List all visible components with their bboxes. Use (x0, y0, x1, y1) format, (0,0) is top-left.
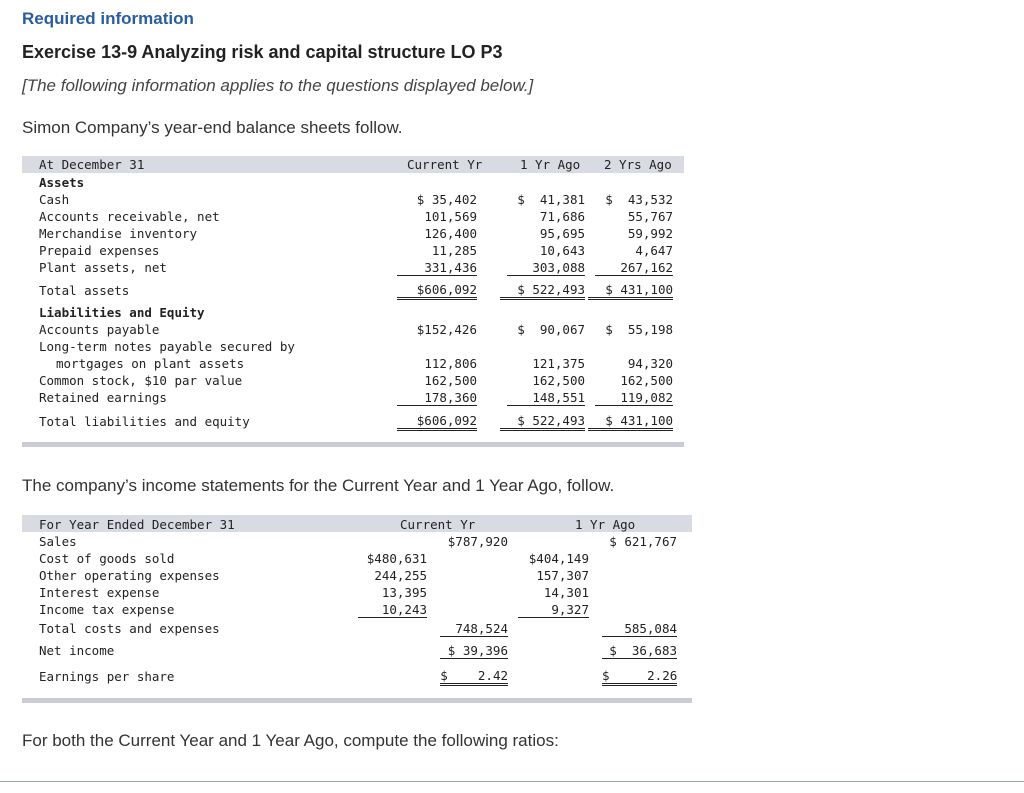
table-row-label: Merchandise inventory (39, 226, 198, 241)
total-costs-cur: 748,524 (440, 622, 508, 637)
balance-col-label: At December 31 (39, 157, 145, 172)
total-le-cur: $606,092 (397, 414, 477, 431)
eps-1yr: $ 2.26 (602, 669, 677, 686)
table-row-1yr: 95,695 (539, 226, 585, 241)
table-row-2yr: 162,500 (620, 373, 673, 388)
total-le-1yr: $ 522,493 (500, 414, 585, 431)
assets-heading: Assets (39, 175, 85, 190)
table-row-cur: 331,436 (397, 261, 477, 276)
ratios-intro: For both the Current Year and 1 Year Ago, compute the following ratios: (22, 731, 559, 750)
income-col-1yr: 1 Yr Ago (575, 517, 636, 532)
table-row-2yr: $ 55,198 (605, 322, 673, 337)
table-row-cur: 10,243 (358, 603, 427, 618)
table-row-2yr: 94,320 (627, 356, 673, 371)
table-row-cur: 244,255 (374, 568, 427, 583)
table-row-1yr: 148,551 (507, 391, 585, 406)
table-row-cur: 126,400 (424, 226, 477, 241)
table-row-2yr: 267,162 (595, 261, 673, 276)
table-row-label: Interest expense (39, 585, 160, 600)
table-row-cur: 162,500 (424, 373, 477, 388)
table-row-label: mortgages on plant assets (56, 356, 245, 371)
table-row-1yr: 10,643 (539, 243, 585, 258)
total-costs-label: Total costs and expenses (39, 621, 220, 636)
table-row-label: Cash (39, 192, 70, 207)
table-row-label: Income tax expense (39, 602, 175, 617)
table-row-label: Plant assets, net (39, 260, 167, 275)
income-statement-intro: The company’s income statements for the Current Year and 1 Year Ago, follow. (22, 476, 615, 495)
table-row-label: Accounts payable (39, 322, 160, 337)
table-row-1yr: 303,088 (507, 261, 585, 276)
table-row-label: Long-term notes payable secured by (39, 339, 295, 354)
income-statement-table (22, 515, 692, 705)
table-row-2yr: 4,647 (635, 243, 673, 258)
page-divider (0, 781, 1024, 782)
table-row-cur: 11,285 (431, 243, 477, 258)
table-row-2yr: $ 43,532 (605, 192, 673, 207)
balance-col-2yr: 2 Yrs Ago (604, 157, 672, 172)
table-row-1yr: 9,327 (518, 603, 589, 618)
total-assets-2yr: $ 431,100 (588, 283, 673, 300)
net-income-label: Net income (39, 643, 115, 658)
table-row-cur: 178,360 (397, 391, 477, 406)
balance-col-current: Current Yr (407, 157, 483, 172)
table-row-cur: 101,569 (424, 209, 477, 224)
sales-label: Sales (39, 534, 77, 549)
total-le-label: Total liabilities and equity (39, 414, 250, 429)
total-le-2yr: $ 431,100 (588, 414, 673, 431)
balance-footer-bar (22, 442, 684, 447)
table-row-cur: $480,631 (366, 551, 427, 566)
table-row-1yr: $ 41,381 (517, 192, 585, 207)
required-information-heading: Required information (22, 9, 194, 28)
table-row-cur: 112,806 (424, 356, 477, 371)
balance-sheet-table (22, 156, 684, 451)
table-row-1yr: $ 90,067 (517, 322, 585, 337)
table-row-label: Cost of goods sold (39, 551, 175, 566)
table-row-2yr: 55,767 (627, 209, 673, 224)
table-row-1yr: 71,686 (539, 209, 585, 224)
table-row-1yr: 121,375 (532, 356, 585, 371)
income-col-current: Current Yr (400, 517, 476, 532)
table-row-cur: $ 35,402 (416, 192, 477, 207)
table-row-label: Common stock, $10 par value (39, 373, 243, 388)
table-row-label: Retained earnings (39, 390, 167, 405)
total-costs-1yr: 585,084 (602, 622, 677, 637)
balance-sheet-intro: Simon Company’s year-end balance sheets follow. (22, 118, 403, 137)
total-assets-label: Total assets (39, 283, 130, 298)
table-row-label: Other operating expenses (39, 568, 220, 583)
table-row-1yr: 14,301 (543, 585, 589, 600)
table-row-2yr: 59,992 (627, 226, 673, 241)
exercise-title: Exercise 13-9 Analyzing risk and capital structure LO P3 (22, 42, 503, 62)
net-income-1yr: $ 36,683 (602, 644, 677, 659)
table-row-label: Prepaid expenses (39, 243, 160, 258)
total-assets-cur: $606,092 (397, 283, 477, 300)
table-row-cur: 13,395 (381, 585, 427, 600)
table-row-1yr: 162,500 (532, 373, 585, 388)
sales-cur: $787,920 (447, 534, 508, 549)
table-row-1yr: $404,149 (528, 551, 589, 566)
balance-col-1yr: 1 Yr Ago (520, 157, 581, 172)
instruction-note: [The following information applies to the questions displayed below.] (22, 76, 534, 95)
table-row-2yr: 119,082 (595, 391, 673, 406)
net-income-cur: $ 39,396 (440, 644, 508, 659)
eps-cur: $ 2.42 (440, 669, 508, 686)
total-assets-1yr: $ 522,493 (500, 283, 585, 300)
liabilities-heading: Liabilities and Equity (39, 305, 205, 320)
income-footer-bar (22, 698, 692, 703)
sales-1yr: $ 621,767 (609, 534, 677, 549)
table-row-label: Accounts receivable, net (39, 209, 220, 224)
eps-label: Earnings per share (39, 669, 175, 684)
income-col-label: For Year Ended December 31 (39, 517, 235, 532)
table-row-1yr: 157,307 (536, 568, 589, 583)
table-row-cur: $152,426 (416, 322, 477, 337)
